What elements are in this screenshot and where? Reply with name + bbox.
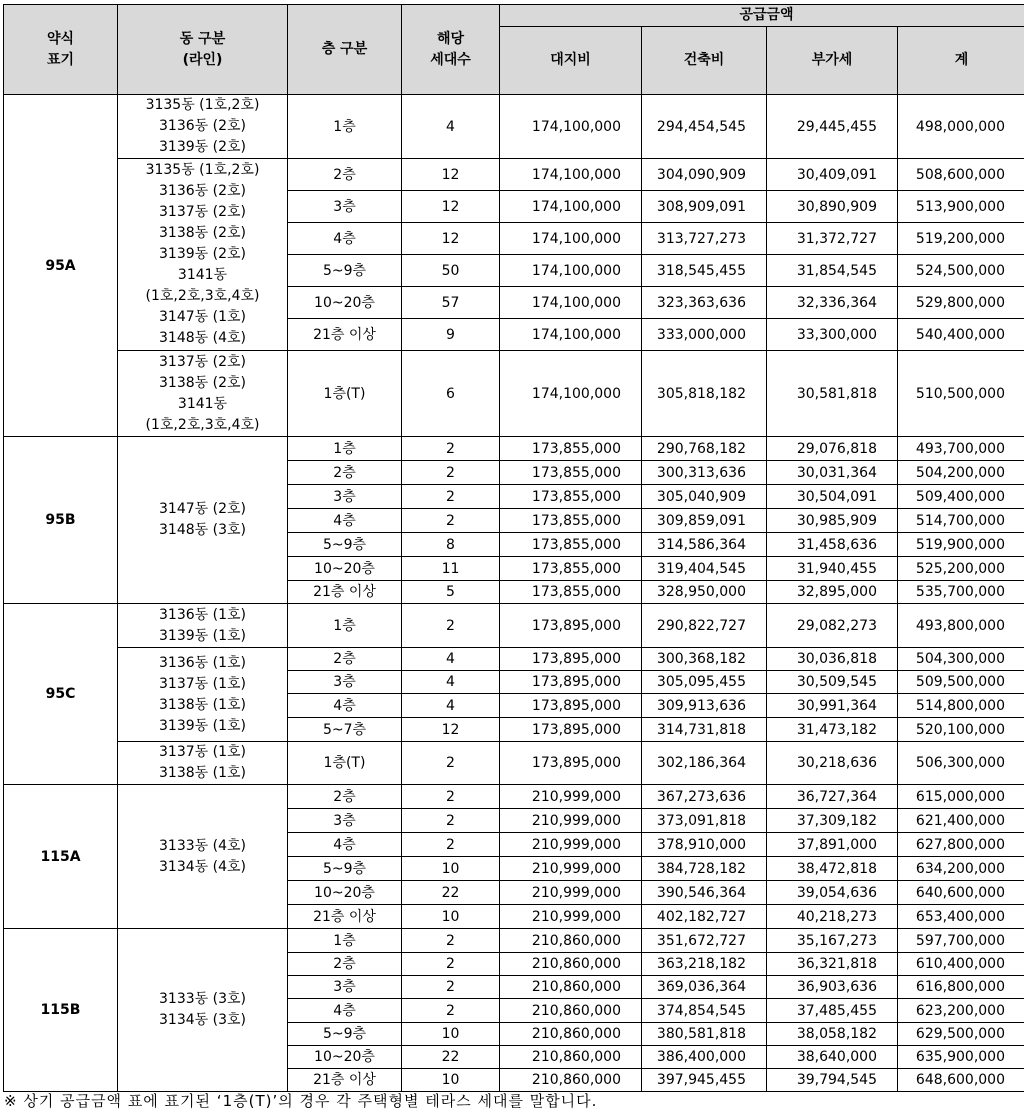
land-cell: 174,100,000 xyxy=(500,287,642,319)
building-cell: 294,454,545 xyxy=(642,95,767,159)
units-cell: 12 xyxy=(402,159,500,191)
building-cell: 304,090,909 xyxy=(642,159,767,191)
total-cell: 493,800,000 xyxy=(898,604,1024,648)
total-cell: 520,100,000 xyxy=(898,718,1024,742)
units-cell: 8 xyxy=(402,533,500,557)
total-cell: 616,800,000 xyxy=(898,976,1024,999)
building-cell: 318,545,455 xyxy=(642,255,767,287)
vat-cell: 37,485,455 xyxy=(767,999,898,1023)
units-cell: 11 xyxy=(402,557,500,581)
land-cell: 174,100,000 xyxy=(500,95,642,159)
floor-cell: 21층 이상 xyxy=(288,1069,402,1092)
floor-cell: 1층(T) xyxy=(288,742,402,785)
units-cell: 10 xyxy=(402,905,500,929)
units-cell: 2 xyxy=(402,437,500,461)
vat-cell: 39,054,636 xyxy=(767,881,898,905)
dong-cell xyxy=(118,929,288,1092)
dong-line: 3134동 (4호) xyxy=(159,858,246,875)
dong-line: 3139동 (2호) xyxy=(159,139,246,155)
table-row xyxy=(4,785,1024,809)
land-cell: 210,999,000 xyxy=(500,857,642,881)
units-cell: 57 xyxy=(402,287,500,319)
units-cell: 12 xyxy=(402,223,500,255)
building-cell: 305,095,455 xyxy=(642,671,767,694)
floor-cell: 21층 이상 xyxy=(288,905,402,929)
total-cell: 621,400,000 xyxy=(898,809,1024,833)
header-dong: 동 구분 (라인) xyxy=(118,5,288,95)
vat-cell: 38,640,000 xyxy=(767,1046,898,1069)
building-cell: 300,368,182 xyxy=(642,648,767,671)
units-cell: 2 xyxy=(402,833,500,857)
header-units: 해당 세대수 xyxy=(402,5,500,95)
vat-cell: 30,036,818 xyxy=(767,648,898,671)
building-cell: 319,404,545 xyxy=(642,557,767,581)
building-cell: 374,854,545 xyxy=(642,999,767,1023)
vat-cell: 32,895,000 xyxy=(767,581,898,604)
total-cell: 629,500,000 xyxy=(898,1023,1024,1046)
land-cell: 173,895,000 xyxy=(500,648,642,671)
dong-line: 3139동 (1호) xyxy=(159,717,246,734)
table-row xyxy=(4,604,1024,648)
vat-cell: 33,300,000 xyxy=(767,319,898,351)
land-cell: 173,895,000 xyxy=(500,694,642,718)
floor-cell: 10~20층 xyxy=(288,557,402,581)
building-cell: 367,273,636 xyxy=(642,785,767,809)
floor-cell: 2층 xyxy=(288,159,402,191)
units-cell: 5 xyxy=(402,581,500,604)
dong-line: 3137동 (1호) xyxy=(159,675,246,692)
vat-cell: 30,991,364 xyxy=(767,694,898,718)
building-cell: 384,728,182 xyxy=(642,857,767,881)
floor-cell: 3층 xyxy=(288,191,402,223)
floor-cell: 3층 xyxy=(288,809,402,833)
land-cell: 173,895,000 xyxy=(500,742,642,785)
dong-line: 3147동 (1호) xyxy=(159,309,246,325)
total-cell: 498,000,000 xyxy=(898,95,1024,159)
vat-cell: 36,727,364 xyxy=(767,785,898,809)
dong-line: (1호,2호,3호,4호) xyxy=(145,416,260,433)
dong-line: 3141동 xyxy=(177,267,228,283)
dong-cell xyxy=(118,648,288,742)
building-cell: 390,546,364 xyxy=(642,881,767,905)
vat-cell: 31,372,727 xyxy=(767,223,898,255)
total-cell: 509,500,000 xyxy=(898,671,1024,694)
vat-cell: 31,473,182 xyxy=(767,718,898,742)
dong-line: 3136동 (2호) xyxy=(159,118,246,134)
building-cell: 386,400,000 xyxy=(642,1046,767,1069)
vat-cell: 36,903,636 xyxy=(767,976,898,999)
land-cell: 173,855,000 xyxy=(500,557,642,581)
footnote: ※ 상기 공급금액 표에 표기된 ‘1층(T)’의 경우 각 주택형별 테라스 세대를 말합니다. xyxy=(4,1092,598,1110)
units-cell: 22 xyxy=(402,1046,500,1069)
units-cell: 2 xyxy=(402,999,500,1023)
units-cell: 6 xyxy=(402,351,500,437)
units-cell: 2 xyxy=(402,461,500,485)
land-cell: 210,860,000 xyxy=(500,1023,642,1046)
land-cell: 174,100,000 xyxy=(500,319,642,351)
type-cell: 115B xyxy=(4,929,118,1092)
floor-cell: 4층 xyxy=(288,833,402,857)
units-cell: 10 xyxy=(402,857,500,881)
land-cell: 210,860,000 xyxy=(500,929,642,953)
total-cell: 597,700,000 xyxy=(898,929,1024,953)
floor-cell: 5~9층 xyxy=(288,255,402,287)
land-cell: 174,100,000 xyxy=(500,191,642,223)
vat-cell: 29,445,455 xyxy=(767,95,898,159)
table-row xyxy=(4,95,1024,159)
dong-line: 3133동 (3호) xyxy=(159,991,246,1007)
vat-cell: 30,504,091 xyxy=(767,485,898,509)
vat-cell: 35,167,273 xyxy=(767,929,898,953)
building-cell: 305,818,182 xyxy=(642,351,767,437)
total-cell: 540,400,000 xyxy=(898,319,1024,351)
building-cell: 305,040,909 xyxy=(642,485,767,509)
building-cell: 313,727,273 xyxy=(642,223,767,255)
header-type: 약식 표기 xyxy=(4,5,118,95)
type-cell: 115A xyxy=(4,785,118,929)
dong-cell xyxy=(118,742,288,785)
units-cell: 9 xyxy=(402,319,500,351)
total-cell: 653,400,000 xyxy=(898,905,1024,929)
land-cell: 174,100,000 xyxy=(500,255,642,287)
total-cell: 635,900,000 xyxy=(898,1046,1024,1069)
land-cell: 210,999,000 xyxy=(500,833,642,857)
dong-line: 3138동 (1호) xyxy=(159,696,246,713)
total-cell: 510,500,000 xyxy=(898,351,1024,437)
floor-cell: 1층 xyxy=(288,929,402,953)
floor-cell: 2층 xyxy=(288,953,402,976)
land-cell: 173,855,000 xyxy=(500,437,642,461)
header-building: 건축비 xyxy=(642,27,767,95)
land-cell: 210,999,000 xyxy=(500,905,642,929)
floor-cell: 1층 xyxy=(288,95,402,159)
floor-cell: 21층 이상 xyxy=(288,319,402,351)
dong-line: 3137동 (2호) xyxy=(159,353,246,370)
total-cell: 514,700,000 xyxy=(898,509,1024,533)
floor-cell: 5~7층 xyxy=(288,718,402,742)
building-cell: 351,672,727 xyxy=(642,929,767,953)
total-cell: 504,300,000 xyxy=(898,648,1024,671)
total-cell: 493,700,000 xyxy=(898,437,1024,461)
land-cell: 173,855,000 xyxy=(500,485,642,509)
vat-cell: 30,218,636 xyxy=(767,742,898,785)
dong-line: 3141동 xyxy=(177,395,228,412)
building-cell: 323,363,636 xyxy=(642,287,767,319)
header-total: 계 xyxy=(898,27,1024,95)
land-cell: 173,855,000 xyxy=(500,509,642,533)
building-cell: 397,945,455 xyxy=(642,1069,767,1092)
building-cell: 378,910,000 xyxy=(642,833,767,857)
dong-cell xyxy=(118,437,288,604)
total-cell: 529,800,000 xyxy=(898,287,1024,319)
building-cell: 373,091,818 xyxy=(642,809,767,833)
units-cell: 2 xyxy=(402,785,500,809)
total-cell: 623,200,000 xyxy=(898,999,1024,1023)
dong-cell xyxy=(118,159,288,351)
vat-cell: 36,321,818 xyxy=(767,953,898,976)
building-cell: 328,950,000 xyxy=(642,581,767,604)
total-cell: 634,200,000 xyxy=(898,857,1024,881)
building-cell: 290,822,727 xyxy=(642,604,767,648)
land-cell: 174,100,000 xyxy=(500,351,642,437)
vat-cell: 30,985,909 xyxy=(767,509,898,533)
total-cell: 627,800,000 xyxy=(898,833,1024,857)
building-cell: 314,586,364 xyxy=(642,533,767,557)
land-cell: 174,100,000 xyxy=(500,159,642,191)
land-cell: 210,860,000 xyxy=(500,999,642,1023)
building-cell: 369,036,364 xyxy=(642,976,767,999)
floor-cell: 21층 이상 xyxy=(288,581,402,604)
dong-line: 3139동 (1호) xyxy=(159,627,246,644)
total-cell: 640,600,000 xyxy=(898,881,1024,905)
units-cell: 10 xyxy=(402,1069,500,1092)
vat-cell: 38,472,818 xyxy=(767,857,898,881)
dong-line: 3148동 (4호) xyxy=(159,330,246,346)
units-cell: 2 xyxy=(402,953,500,976)
floor-cell: 2층 xyxy=(288,461,402,485)
units-cell: 4 xyxy=(402,648,500,671)
dong-cell xyxy=(118,604,288,648)
table-row xyxy=(4,648,1024,671)
floor-cell: 4층 xyxy=(288,223,402,255)
floor-cell: 3층 xyxy=(288,485,402,509)
floor-cell: 10~20층 xyxy=(288,287,402,319)
building-cell: 402,182,727 xyxy=(642,905,767,929)
floor-cell: 5~9층 xyxy=(288,857,402,881)
building-cell: 290,768,182 xyxy=(642,437,767,461)
total-cell: 615,000,000 xyxy=(898,785,1024,809)
land-cell: 210,860,000 xyxy=(500,976,642,999)
dong-line: 3134동 (3호) xyxy=(159,1012,246,1028)
total-cell: 506,300,000 xyxy=(898,742,1024,785)
vat-cell: 39,794,545 xyxy=(767,1069,898,1092)
land-cell: 174,100,000 xyxy=(500,223,642,255)
total-cell: 513,900,000 xyxy=(898,191,1024,223)
table-header xyxy=(4,5,1024,95)
vat-cell: 30,409,091 xyxy=(767,159,898,191)
total-cell: 514,800,000 xyxy=(898,694,1024,718)
units-cell: 2 xyxy=(402,509,500,533)
table-row xyxy=(4,351,1024,437)
building-cell: 300,313,636 xyxy=(642,461,767,485)
units-cell: 2 xyxy=(402,809,500,833)
floor-cell: 10~20층 xyxy=(288,881,402,905)
floor-cell: 2층 xyxy=(288,648,402,671)
dong-line: 3138동 (1호) xyxy=(159,765,246,781)
dong-cell xyxy=(118,351,288,437)
units-cell: 2 xyxy=(402,742,500,785)
vat-cell: 29,082,273 xyxy=(767,604,898,648)
land-cell: 210,860,000 xyxy=(500,1046,642,1069)
units-cell: 2 xyxy=(402,929,500,953)
supply-price-table xyxy=(3,4,1024,1092)
floor-cell: 10~20층 xyxy=(288,1046,402,1069)
floor-cell: 4층 xyxy=(288,999,402,1023)
units-cell: 4 xyxy=(402,95,500,159)
units-cell: 2 xyxy=(402,604,500,648)
dong-line: 3138동 (2호) xyxy=(159,374,246,391)
vat-cell: 30,031,364 xyxy=(767,461,898,485)
land-cell: 173,895,000 xyxy=(500,604,642,648)
total-cell: 610,400,000 xyxy=(898,953,1024,976)
building-cell: 363,218,182 xyxy=(642,953,767,976)
land-cell: 173,855,000 xyxy=(500,581,642,604)
building-cell: 380,581,818 xyxy=(642,1023,767,1046)
total-cell: 535,700,000 xyxy=(898,581,1024,604)
vat-cell: 29,076,818 xyxy=(767,437,898,461)
dong-line: 3137동 (2호) xyxy=(159,204,246,220)
dong-line: 3135동 (1호,2호) xyxy=(145,162,260,178)
floor-cell: 5~9층 xyxy=(288,533,402,557)
table-row xyxy=(4,742,1024,785)
building-cell: 314,731,818 xyxy=(642,718,767,742)
header-land: 대지비 xyxy=(500,27,642,95)
table-row xyxy=(4,437,1024,461)
land-cell: 210,860,000 xyxy=(500,1069,642,1092)
vat-cell: 38,058,182 xyxy=(767,1023,898,1046)
land-cell: 210,999,000 xyxy=(500,809,642,833)
land-cell: 173,855,000 xyxy=(500,461,642,485)
header-floor: 층 구분 xyxy=(288,5,402,95)
units-cell: 22 xyxy=(402,881,500,905)
dong-line: 3138동 (2호) xyxy=(159,225,246,241)
dong-line: 3133동 (4호) xyxy=(159,837,246,854)
vat-cell: 37,891,000 xyxy=(767,833,898,857)
floor-cell: 3층 xyxy=(288,976,402,999)
dong-line: 3136동 (2호) xyxy=(159,183,246,199)
land-cell: 210,999,000 xyxy=(500,785,642,809)
floor-cell: 1층 xyxy=(288,604,402,648)
total-cell: 519,900,000 xyxy=(898,533,1024,557)
vat-cell: 32,336,364 xyxy=(767,287,898,319)
land-cell: 210,860,000 xyxy=(500,953,642,976)
land-cell: 173,855,000 xyxy=(500,533,642,557)
units-cell: 12 xyxy=(402,191,500,223)
units-cell: 10 xyxy=(402,1023,500,1046)
dong-cell xyxy=(118,95,288,159)
floor-cell: 3층 xyxy=(288,671,402,694)
total-cell: 524,500,000 xyxy=(898,255,1024,287)
land-cell: 173,895,000 xyxy=(500,671,642,694)
floor-cell: 4층 xyxy=(288,509,402,533)
vat-cell: 31,940,455 xyxy=(767,557,898,581)
header-price-group: 공급금액 xyxy=(500,5,1024,27)
units-cell: 50 xyxy=(402,255,500,287)
land-cell: 210,999,000 xyxy=(500,881,642,905)
floor-cell: 2층 xyxy=(288,785,402,809)
building-cell: 309,859,091 xyxy=(642,509,767,533)
dong-line: 3136동 (1호) xyxy=(159,654,246,671)
dong-line: (1호,2호,3호,4호) xyxy=(145,288,260,304)
header-vat: 부가세 xyxy=(767,27,898,95)
total-cell: 509,400,000 xyxy=(898,485,1024,509)
table-row xyxy=(4,929,1024,953)
total-cell: 504,200,000 xyxy=(898,461,1024,485)
table-body xyxy=(4,95,1024,1092)
total-cell: 519,200,000 xyxy=(898,223,1024,255)
land-cell: 173,895,000 xyxy=(500,718,642,742)
floor-cell: 1층 xyxy=(288,437,402,461)
vat-cell: 30,581,818 xyxy=(767,351,898,437)
vat-cell: 40,218,273 xyxy=(767,905,898,929)
floor-cell: 4층 xyxy=(288,694,402,718)
vat-cell: 30,890,909 xyxy=(767,191,898,223)
vat-cell: 30,509,545 xyxy=(767,671,898,694)
dong-line: 3137동 (1호) xyxy=(159,744,246,760)
total-cell: 525,200,000 xyxy=(898,557,1024,581)
dong-line: 3136동 (1호) xyxy=(159,606,246,623)
type-cell: 95C xyxy=(4,604,118,785)
building-cell: 302,186,364 xyxy=(642,742,767,785)
dong-line: 3148동 (3호) xyxy=(159,522,246,538)
dong-line: 3147동 (2호) xyxy=(159,501,246,517)
total-cell: 648,600,000 xyxy=(898,1069,1024,1092)
type-cell: 95B xyxy=(4,437,118,604)
units-cell: 2 xyxy=(402,976,500,999)
building-cell: 333,000,000 xyxy=(642,319,767,351)
floor-cell: 1층(T) xyxy=(288,351,402,437)
dong-line: 3139동 (2호) xyxy=(159,246,246,262)
type-cell: 95A xyxy=(4,95,118,437)
floor-cell: 5~9층 xyxy=(288,1023,402,1046)
units-cell: 4 xyxy=(402,694,500,718)
dong-cell xyxy=(118,785,288,929)
building-cell: 309,913,636 xyxy=(642,694,767,718)
vat-cell: 31,854,545 xyxy=(767,255,898,287)
table-row xyxy=(4,159,1024,191)
units-cell: 4 xyxy=(402,671,500,694)
total-cell: 508,600,000 xyxy=(898,159,1024,191)
vat-cell: 37,309,182 xyxy=(767,809,898,833)
building-cell: 308,909,091 xyxy=(642,191,767,223)
units-cell: 12 xyxy=(402,718,500,742)
units-cell: 2 xyxy=(402,485,500,509)
vat-cell: 31,458,636 xyxy=(767,533,898,557)
dong-line: 3135동 (1호,2호) xyxy=(145,97,260,113)
